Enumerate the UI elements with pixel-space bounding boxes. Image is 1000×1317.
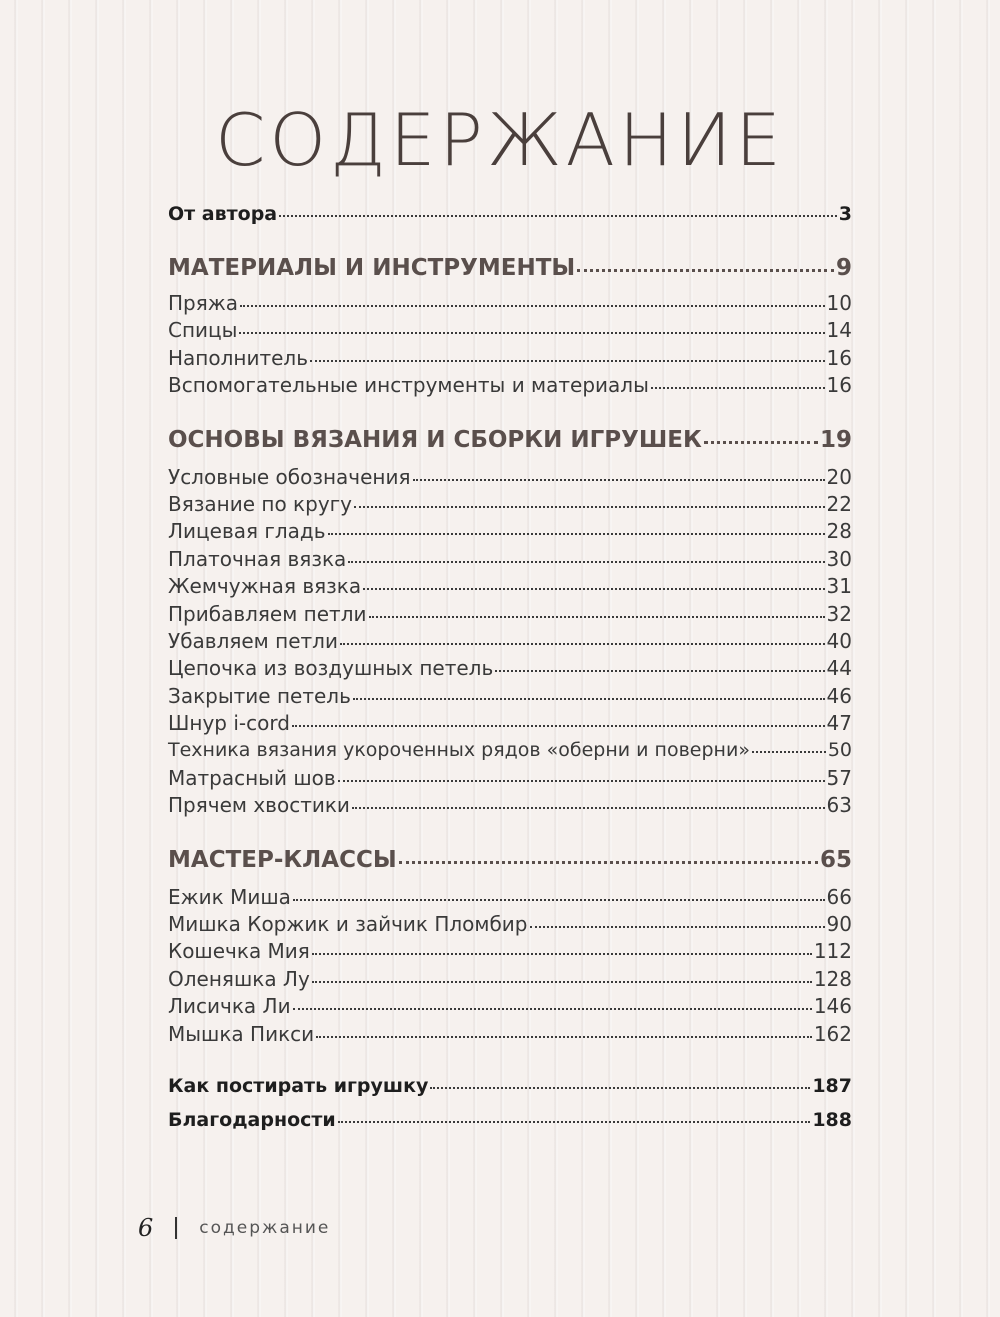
dot-leader	[353, 697, 825, 700]
toc-item[interactable]	[168, 683, 852, 710]
dot-leader	[352, 806, 825, 809]
toc-item-label: Мышка Пикси	[168, 1021, 315, 1046]
toc-item[interactable]	[168, 911, 852, 938]
toc-item[interactable]	[168, 573, 852, 600]
toc-item[interactable]	[168, 993, 852, 1020]
toc-entry-author[interactable]	[168, 198, 852, 230]
toc-item-label: Лицевая гладь	[168, 519, 326, 544]
toc-item[interactable]	[168, 317, 852, 344]
toc-item-page: 22	[826, 491, 852, 516]
toc-item-page: 44	[826, 656, 852, 681]
dot-leader	[338, 1120, 811, 1123]
dot-leader	[348, 560, 824, 563]
dot-leader	[577, 268, 834, 272]
toc-item-label: Убавляем петли	[168, 628, 338, 653]
toc-item-label: Условные обозначения	[168, 464, 411, 489]
toc-item-label: Прибавляем петли	[168, 601, 367, 626]
dot-leader	[293, 898, 825, 901]
dot-leader	[293, 1007, 812, 1010]
toc-item-label: Прячем хвостики	[168, 793, 350, 818]
toc-item-label: Жемчужная вязка	[168, 574, 362, 599]
toc-item[interactable]	[168, 546, 852, 573]
dot-leader	[430, 1086, 810, 1089]
dot-leader	[292, 724, 825, 727]
toc-item[interactable]	[168, 345, 852, 372]
page-title: СОДЕРЖАНИЕ	[215, 98, 785, 182]
dot-leader	[704, 440, 818, 444]
toc-item-page: 63	[826, 793, 852, 818]
toc-item-label: Лисичка Ли	[168, 994, 291, 1019]
toc-entry-label: Как постирать игрушку	[168, 1074, 429, 1097]
toc-item-page: 162	[813, 1021, 852, 1046]
toc-entry-washing[interactable]	[168, 1070, 852, 1102]
toc-entry-page: 3	[838, 203, 852, 225]
dot-leader	[495, 669, 824, 672]
toc-section-heading[interactable]	[168, 250, 852, 286]
toc-item-page: 46	[826, 683, 852, 708]
page-number: 6	[138, 1214, 154, 1242]
section-title: ОСНОВЫ ВЯЗАНИЯ И СБОРКИ ИГРУШЕК	[168, 426, 702, 453]
table-of-contents	[168, 198, 852, 1136]
dot-leader	[338, 779, 825, 782]
toc-item-page: 50	[827, 739, 852, 762]
toc-item[interactable]	[168, 290, 852, 317]
toc-item-page: 66	[826, 884, 852, 909]
toc-item[interactable]	[168, 1021, 852, 1048]
toc-item[interactable]	[168, 710, 852, 737]
toc-item-page: 14	[826, 318, 852, 343]
section-title: МАТЕРИАЛЫ И ИНСТРУМЕНТЫ	[168, 255, 576, 281]
toc-section-heading[interactable]	[168, 422, 852, 458]
toc-item-page: 112	[813, 939, 852, 964]
section-title: МАСТЕР-КЛАССЫ	[168, 846, 397, 873]
toc-item-label: Пряжа	[168, 291, 239, 315]
toc-item[interactable]	[168, 884, 852, 911]
toc-item-page: 16	[826, 345, 852, 370]
toc-item-page: 57	[826, 765, 852, 790]
dot-leader	[530, 925, 825, 928]
toc-item[interactable]	[168, 792, 852, 819]
footer-divider	[175, 1217, 177, 1239]
dot-leader	[312, 952, 812, 955]
toc-item[interactable]	[168, 765, 852, 792]
toc-item-label: Вспомогательные инструменты и материалы	[168, 373, 649, 398]
toc-item-label: Наполнитель	[168, 345, 308, 370]
toc-item[interactable]	[168, 966, 852, 993]
toc-item-label: Матрасный шов	[168, 765, 336, 790]
toc-item-page: 146	[813, 994, 852, 1019]
toc-item-label: Платочная вязка	[168, 546, 347, 571]
running-title: содержание	[199, 1218, 331, 1238]
toc-item-page: 47	[826, 711, 852, 736]
toc-item-page: 20	[826, 464, 852, 489]
toc-item[interactable]	[168, 938, 852, 965]
toc-item[interactable]	[168, 737, 852, 764]
toc-item-page: 32	[826, 601, 852, 626]
dot-leader	[240, 304, 825, 307]
dot-leader	[651, 386, 825, 389]
toc-entry-label: Благодарности	[168, 1108, 336, 1131]
section-page: 65	[819, 846, 852, 873]
toc-entry-label: От автора	[168, 203, 278, 225]
dot-leader	[399, 860, 818, 864]
dot-leader	[279, 214, 837, 217]
toc-item-label: Техника вязания укороченных рядов «оберни и поверни»	[168, 739, 750, 762]
toc-item-page: 16	[826, 373, 852, 398]
toc-item[interactable]	[168, 655, 852, 682]
toc-item[interactable]	[168, 491, 852, 518]
toc-item-label: Кошечка Мия	[168, 939, 310, 964]
page-footer	[138, 1214, 330, 1242]
dot-leader	[752, 750, 826, 753]
toc-item-page: 90	[826, 912, 852, 937]
toc-item-page: 40	[826, 628, 852, 653]
dot-leader	[369, 615, 825, 618]
dot-leader	[328, 532, 825, 535]
toc-item-label: Закрытие петель	[168, 683, 351, 708]
toc-item[interactable]	[168, 601, 852, 628]
dot-leader	[239, 331, 824, 334]
toc-item-label: Шнур i-cord	[168, 711, 290, 736]
toc-item-page: 128	[813, 966, 852, 991]
toc-item[interactable]	[168, 464, 852, 491]
dot-leader	[340, 642, 825, 645]
dot-leader	[363, 587, 824, 590]
section-page: 19	[819, 426, 852, 453]
toc-item[interactable]	[168, 518, 852, 545]
dot-leader	[310, 359, 825, 362]
toc-entry-page: 188	[812, 1108, 852, 1131]
dot-leader	[413, 478, 825, 481]
section-page: 9	[835, 255, 852, 281]
toc-item-page: 31	[826, 574, 852, 599]
toc-item-label: Оленяшка Лу	[168, 966, 310, 991]
toc-item-label: Мишка Коржик и зайчик Пломбир	[168, 912, 528, 937]
toc-item[interactable]	[168, 372, 852, 399]
toc-item-page: 30	[826, 546, 852, 571]
toc-item-label: Спицы	[168, 318, 238, 343]
toc-item[interactable]	[168, 628, 852, 655]
toc-item-label: Цепочка из воздушных петель	[168, 656, 494, 681]
toc-entry-page: 187	[812, 1074, 852, 1097]
dot-leader	[316, 1035, 812, 1038]
dot-leader	[354, 505, 825, 508]
toc-item-label: Ежик Миша	[168, 884, 291, 909]
toc-item-label: Вязание по кругу	[168, 491, 353, 516]
dot-leader	[312, 980, 812, 983]
toc-item-page: 10	[826, 291, 852, 315]
toc-item-page: 28	[826, 519, 852, 544]
toc-section-heading[interactable]	[168, 842, 852, 878]
toc-entry-acknowledgements[interactable]	[168, 1104, 852, 1136]
